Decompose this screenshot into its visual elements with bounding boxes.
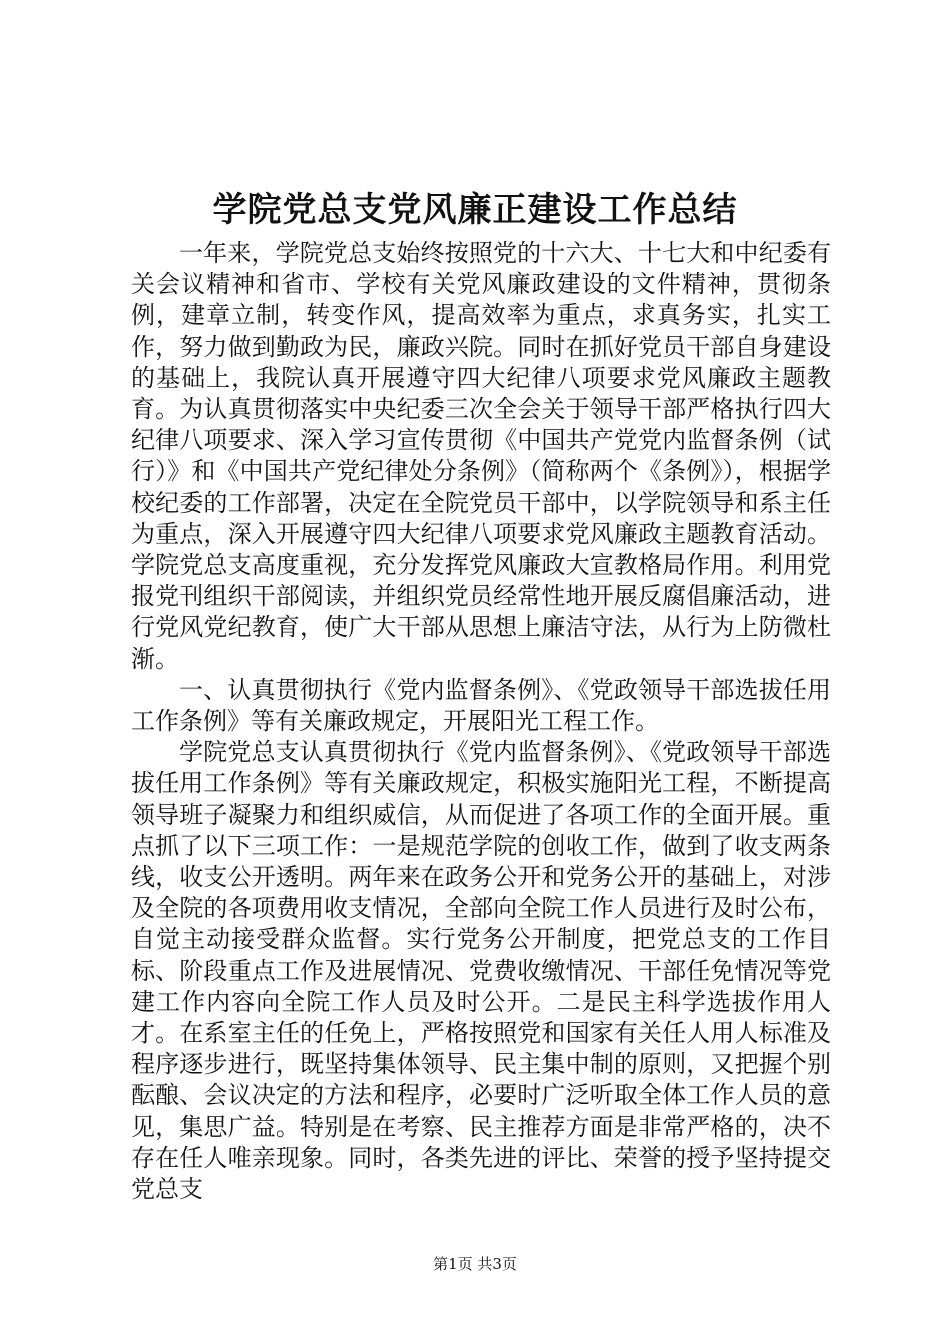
paragraph-section-body: 学院党总支认真贯彻执行《党内监督条例》、《党政领导干部选拔任用工作条例》等有关廉政规定，积极实施阳光工程，不断提高领导班子凝聚力和组织威信，从而促进了各项工作的全面开展。重点抓了以下三项工作：一是规范学院的创收工作，做到了收支两条线，收支公开透明。两年来在政务公开和党务公开的基础上，对涉及全院的各项费用收支情况，全部向全院工作人员进行及时公布，自觉主动接受群众监督。实行党务公开制度，把党总支的工作目标、阶段重点工作及进展情况、党费收缴情况、干部任免情况等党建工作内容向全院工作人员及时公开。二是民主科学选拔作用人才。在系室主任的任免上，严格按照党和国家有关任人用人标准及程序逐步进行，既坚持集体领导、民主集中制的原则，又把握个别酝酿、会议决定的方法和程序，必要时广泛听取全体工作人员的意见，集思广益。特别是在考察、民主推荐方面是非常严格的，决不存在任人唯亲现象。同时，各类先进的评比、荣誉的授予坚持提交党总支: [131, 738, 831, 1204]
document-title: 学院党总支党风廉正建设工作总结: [212, 190, 738, 230]
paragraph-intro: 一年来，学院党总支始终按照党的十六大、十七大和中纪委有关会议精神和省市、学校有关党风廉政建设的文件精神，贯彻条例，建章立制，转变作风，提高效率为重点，求真务实，扎实工作，努力做到勤政为民，廉政兴院。同时在抓好党员干部自身建设的基础上，我院认真开展遵守四大纪律八项要求党风廉政主题教育。为认真贯彻落实中央纪委三次全会关于领导干部严格执行四大纪律八项要求、深入学习宣传贯彻《中国共产党党内监督条例（试行）》和《中国共产党纪律处分条例》（简称两个《条例》），根据学校纪委的工作部署，决定在全院党员干部中，以学院领导和系主任为重点，深入开展遵守四大纪律八项要求党风廉政主题教育活动。学院党总支高度重视，充分发挥党风廉政大宣教格局作用。利用党报党刊组织干部阅读，并组织党员经常性地开展反腐倡廉活动，进行党风党纪教育，使广大干部从思想上廉洁守法，从行为上防微杜渐。: [131, 239, 831, 673]
paragraph-section-heading: 一、认真贯彻执行《党内监督条例》、《党政领导干部选拔任用工作条例》等有关廉政规定，开展阳光工程工作。: [131, 675, 831, 736]
page-footer: 第1页 共3页: [433, 1255, 517, 1273]
document-body: [131, 238, 831, 1205]
